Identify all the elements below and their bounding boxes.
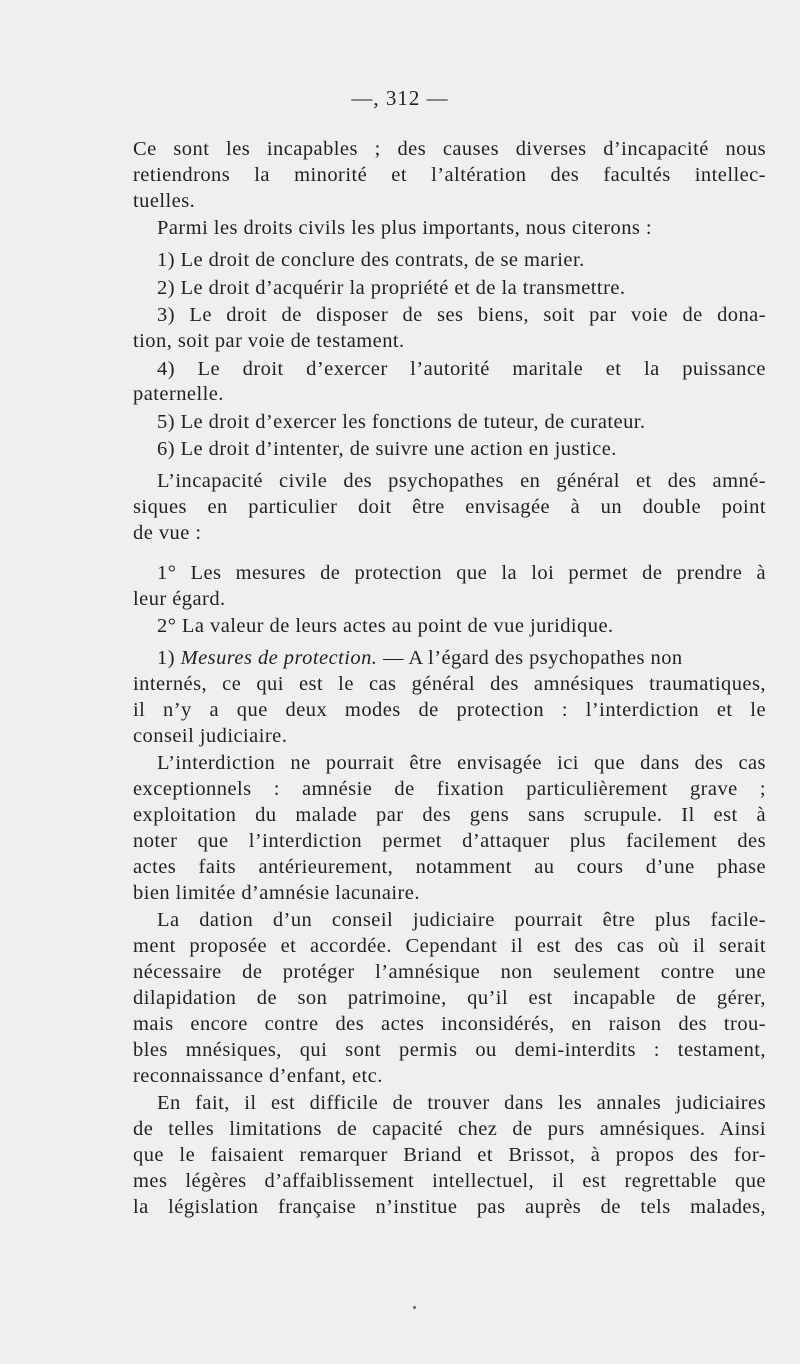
- text-line: que le faisaient remarquer Briand et Brissot, à propos des for-: [133, 1143, 766, 1166]
- text-line: Ce sont les incapables ; des causes diverses d’incapacité nous: [133, 138, 766, 160]
- text-line: L’interdiction ne pourrait être envisagée ici que dans des cas: [157, 752, 766, 775]
- text-line: de telles limitations de capacité chez de purs amnésiques. Ainsi: [133, 1118, 766, 1140]
- text-line: En fait, il est difficile de trouver dans les annales judiciaires: [157, 1092, 766, 1115]
- text-line: 6) Le droit d’intenter, de suivre une action en justice.: [157, 438, 617, 461]
- text-line: tuelles.: [133, 189, 196, 212]
- text-line: noter que l’interdiction permet d’attaquer plus facilement des: [133, 830, 766, 853]
- page-number: —, 312 —: [351, 86, 449, 110]
- text-line: paternelle.: [133, 383, 224, 406]
- text-line: leur égard.: [133, 587, 226, 610]
- text-line: 1° Les mesures de protection que la loi permet de prendre à: [157, 561, 766, 584]
- text-line: bien limitée d’amnésie lacunaire.: [133, 881, 420, 904]
- text-line: ment proposée et accordée. Cependant il est des cas où il serait: [133, 935, 766, 958]
- text-line: exceptionnels : amnésie de fixation particulièrement grave ;: [133, 778, 766, 801]
- text-line: conseil judiciaire.: [133, 724, 288, 747]
- body-text: [133, 137, 766, 1221]
- text-line: bles mnésiques, qui sont permis ou demi-interdits : testament,: [133, 1038, 766, 1061]
- text-line: 5) Le droit d’exercer les fonctions de tuteur, de curateur.: [157, 410, 646, 433]
- text-line: retiendrons la minorité et l’altération des facultés intellec-: [133, 163, 766, 186]
- text-line: mais encore contre des actes inconsidérés, en raison des trou-: [133, 1012, 766, 1035]
- text-line: La dation d’un conseil judiciaire pourrait être plus facile-: [157, 909, 766, 932]
- text-line: tion, soit par voie de testament.: [133, 330, 405, 353]
- text-line: 1) Le droit de conclure des contrats, de se marier.: [157, 249, 585, 272]
- text-line: 4) Le droit d’exercer l’autorité maritale et la puissance: [157, 357, 766, 380]
- text-line: reconnaissance d’enfant, etc.: [133, 1064, 383, 1087]
- text-line: de vue :: [133, 522, 202, 545]
- text-line: 3) Le droit de disposer de ses biens, soit par voie de dona-: [157, 304, 766, 327]
- text-line: actes faits antérieurement, notamment au cours d’une phase: [133, 855, 766, 878]
- text-line: nécessaire de protéger l’amnésique non seulement contre une: [133, 961, 766, 984]
- text-line: 2) Le droit d’acquérir la propriété et de la transmettre.: [157, 276, 626, 299]
- text-fragment: — A l’égard des psychopathes non: [377, 647, 683, 670]
- text-line: la législation française n’institue pas auprès de tels malades,: [133, 1195, 766, 1218]
- section-number: 1): [157, 647, 181, 670]
- section-heading: Mesures de protection.: [180, 647, 378, 670]
- text-line: internés, ce qui est le cas général des amnésiques traumatiques,: [133, 673, 766, 696]
- text-line: exploitation du malade par des gens sans scrupule. Il est à: [133, 804, 766, 827]
- paper-speck: [413, 1306, 416, 1309]
- text-line: [133, 646, 766, 672]
- text-line: siques en particulier doit être envisagée à un double point: [133, 496, 766, 519]
- text-line: Parmi les droits civils les plus importants, nous citerons :: [157, 217, 653, 240]
- text-line: L’incapacité civile des psychopathes en général et des amné-: [157, 470, 766, 493]
- text-line: il n’y a que deux modes de protection : l’interdiction et le: [133, 698, 766, 721]
- text-line: 2° La valeur de leurs actes au point de vue juridique.: [157, 615, 614, 638]
- text-line: mes légères d’affaiblissement intellectuel, il est regrettable que: [133, 1169, 766, 1192]
- text-line: dilapidation de son patrimoine, qu’il est incapable de gérer,: [133, 986, 766, 1009]
